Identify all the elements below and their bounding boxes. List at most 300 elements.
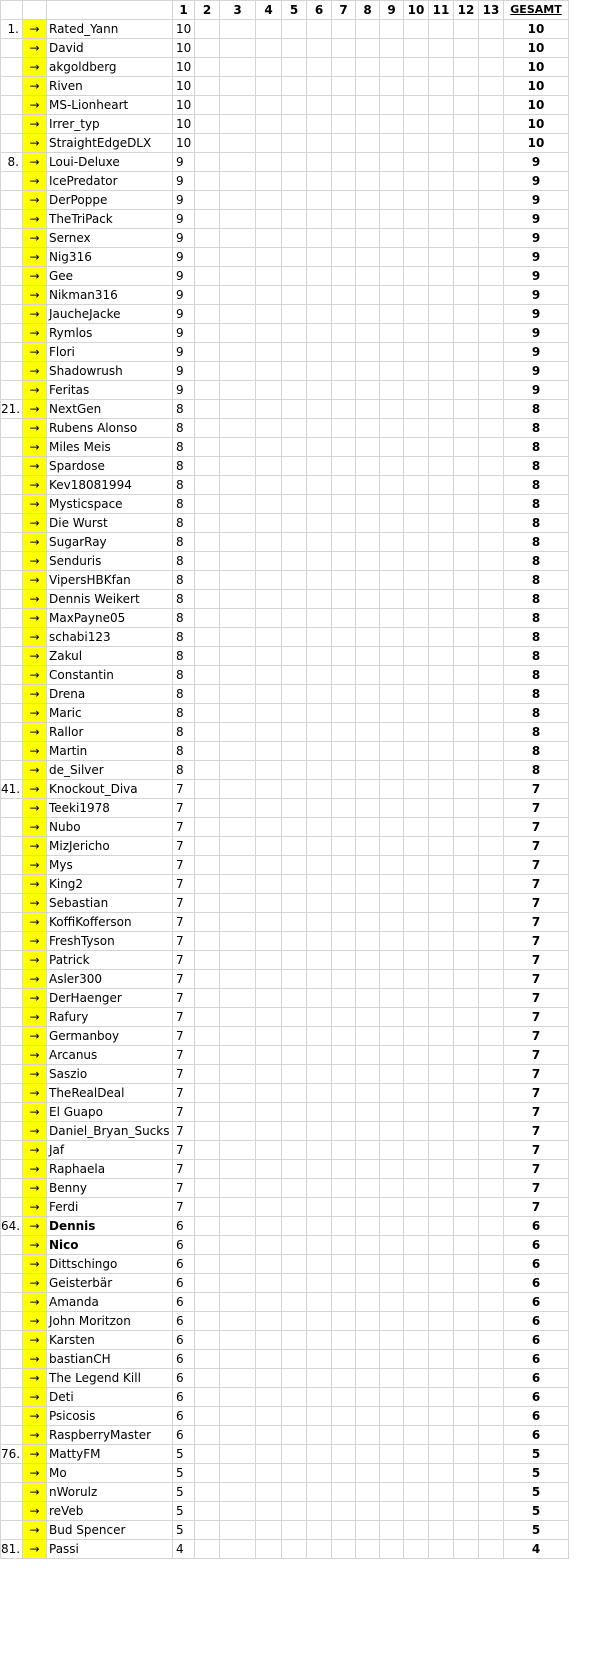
round-5-points-cell[interactable] bbox=[282, 20, 307, 39]
rank-cell[interactable] bbox=[1, 1521, 23, 1540]
round-11-points-cell[interactable] bbox=[429, 647, 454, 666]
round-2-points-cell[interactable] bbox=[195, 1008, 220, 1027]
round-4-points-cell[interactable] bbox=[256, 191, 282, 210]
round-8-points-cell[interactable] bbox=[356, 191, 380, 210]
total-points-cell[interactable]: 8 bbox=[504, 685, 569, 704]
round-4-points-cell[interactable] bbox=[256, 1483, 282, 1502]
rank-cell[interactable] bbox=[1, 172, 23, 191]
round-2-points-cell[interactable] bbox=[195, 951, 220, 970]
total-points-cell[interactable]: 7 bbox=[504, 932, 569, 951]
round-10-points-cell[interactable] bbox=[404, 229, 429, 248]
player-name-cell[interactable]: Drena bbox=[47, 685, 173, 704]
round-7-points-cell[interactable] bbox=[332, 305, 356, 324]
total-points-cell[interactable]: 5 bbox=[504, 1464, 569, 1483]
round-1-points-cell[interactable]: 6 bbox=[173, 1217, 195, 1236]
round-5-points-cell[interactable] bbox=[282, 172, 307, 191]
round-11-points-cell[interactable] bbox=[429, 818, 454, 837]
round-9-points-cell[interactable] bbox=[380, 476, 404, 495]
player-name-cell[interactable]: Mysticspace bbox=[47, 495, 173, 514]
rank-cell[interactable] bbox=[1, 1388, 23, 1407]
round-7-points-cell[interactable] bbox=[332, 1388, 356, 1407]
round-7-points-cell[interactable] bbox=[332, 1483, 356, 1502]
round-3-points-cell[interactable] bbox=[220, 571, 256, 590]
player-name-cell[interactable]: FreshTyson bbox=[47, 932, 173, 951]
round-2-points-cell[interactable] bbox=[195, 134, 220, 153]
round-12-points-cell[interactable] bbox=[454, 495, 479, 514]
round-4-points-cell[interactable] bbox=[256, 780, 282, 799]
round-12-points-cell[interactable] bbox=[454, 1274, 479, 1293]
round-6-points-cell[interactable] bbox=[307, 324, 332, 343]
round-8-points-cell[interactable] bbox=[356, 419, 380, 438]
round-6-points-cell[interactable] bbox=[307, 1046, 332, 1065]
round-4-points-cell[interactable] bbox=[256, 1331, 282, 1350]
round-8-points-cell[interactable] bbox=[356, 1198, 380, 1217]
round-4-points-cell[interactable] bbox=[256, 267, 282, 286]
round-10-points-cell[interactable] bbox=[404, 723, 429, 742]
round-5-points-cell[interactable] bbox=[282, 39, 307, 58]
round-1-points-cell[interactable]: 9 bbox=[173, 153, 195, 172]
rank-cell[interactable] bbox=[1, 419, 23, 438]
total-points-cell[interactable]: 4 bbox=[504, 1540, 569, 1559]
round-6-points-cell[interactable] bbox=[307, 571, 332, 590]
total-points-cell[interactable]: 9 bbox=[504, 153, 569, 172]
round-5-points-cell[interactable] bbox=[282, 1464, 307, 1483]
round-9-points-cell[interactable] bbox=[380, 1027, 404, 1046]
round-1-points-cell[interactable]: 7 bbox=[173, 1198, 195, 1217]
round-6-points-cell[interactable] bbox=[307, 552, 332, 571]
round-7-points-cell[interactable] bbox=[332, 514, 356, 533]
round-12-points-cell[interactable] bbox=[454, 1236, 479, 1255]
round-9-points-cell[interactable] bbox=[380, 153, 404, 172]
round-2-points-cell[interactable] bbox=[195, 343, 220, 362]
round-9-points-cell[interactable] bbox=[380, 362, 404, 381]
round-13-points-cell[interactable] bbox=[479, 1350, 504, 1369]
round-3-points-cell[interactable] bbox=[220, 39, 256, 58]
round-11-points-cell[interactable] bbox=[429, 666, 454, 685]
round-1-points-cell[interactable]: 6 bbox=[173, 1426, 195, 1445]
round-3-points-cell[interactable] bbox=[220, 1141, 256, 1160]
round-2-points-cell[interactable] bbox=[195, 210, 220, 229]
round-7-points-cell[interactable] bbox=[332, 1274, 356, 1293]
round-6-points-cell[interactable] bbox=[307, 1274, 332, 1293]
round-10-points-cell[interactable] bbox=[404, 1388, 429, 1407]
round-1-points-cell[interactable]: 9 bbox=[173, 286, 195, 305]
rank-cell[interactable] bbox=[1, 267, 23, 286]
rank-cell[interactable] bbox=[1, 590, 23, 609]
player-name-cell[interactable]: Shadowrush bbox=[47, 362, 173, 381]
rank-cell[interactable] bbox=[1, 39, 23, 58]
rank-cell[interactable]: 8. bbox=[1, 153, 23, 172]
round-5-points-cell[interactable] bbox=[282, 58, 307, 77]
round-13-points-cell[interactable] bbox=[479, 1008, 504, 1027]
round-3-points-cell[interactable] bbox=[220, 1464, 256, 1483]
round-4-points-cell[interactable] bbox=[256, 400, 282, 419]
total-points-cell[interactable]: 7 bbox=[504, 1008, 569, 1027]
round-7-points-cell[interactable] bbox=[332, 1122, 356, 1141]
round-4-points-cell[interactable] bbox=[256, 1540, 282, 1559]
round-6-points-cell[interactable] bbox=[307, 172, 332, 191]
rank-cell[interactable] bbox=[1, 1407, 23, 1426]
round-12-points-cell[interactable] bbox=[454, 628, 479, 647]
round-1-points-cell[interactable]: 5 bbox=[173, 1445, 195, 1464]
round-8-points-cell[interactable] bbox=[356, 1255, 380, 1274]
player-name-cell[interactable]: de_Silver bbox=[47, 761, 173, 780]
round-5-points-cell[interactable] bbox=[282, 1331, 307, 1350]
round-5-points-cell[interactable] bbox=[282, 1027, 307, 1046]
round-13-points-cell[interactable] bbox=[479, 20, 504, 39]
round-9-points-cell[interactable] bbox=[380, 172, 404, 191]
round-3-points-cell[interactable] bbox=[220, 533, 256, 552]
round-11-points-cell[interactable] bbox=[429, 799, 454, 818]
round-11-points-cell[interactable] bbox=[429, 1027, 454, 1046]
round-8-points-cell[interactable] bbox=[356, 818, 380, 837]
round-3-points-cell[interactable] bbox=[220, 818, 256, 837]
player-name-cell[interactable]: Benny bbox=[47, 1179, 173, 1198]
round-11-points-cell[interactable] bbox=[429, 153, 454, 172]
round-9-points-cell[interactable] bbox=[380, 761, 404, 780]
round-7-points-cell[interactable] bbox=[332, 20, 356, 39]
round-10-points-cell[interactable] bbox=[404, 761, 429, 780]
player-name-cell[interactable]: MaxPayne05 bbox=[47, 609, 173, 628]
round-5-points-cell[interactable] bbox=[282, 837, 307, 856]
round-12-points-cell[interactable] bbox=[454, 799, 479, 818]
round-8-points-cell[interactable] bbox=[356, 1084, 380, 1103]
round-5-points-cell[interactable] bbox=[282, 1217, 307, 1236]
round-11-points-cell[interactable] bbox=[429, 400, 454, 419]
round-2-points-cell[interactable] bbox=[195, 989, 220, 1008]
round-5-points-cell[interactable] bbox=[282, 1369, 307, 1388]
round-12-points-cell[interactable] bbox=[454, 723, 479, 742]
round-7-points-cell[interactable] bbox=[332, 647, 356, 666]
round-12-points-cell[interactable] bbox=[454, 1141, 479, 1160]
total-points-cell[interactable]: 8 bbox=[504, 704, 569, 723]
round-12-points-cell[interactable] bbox=[454, 381, 479, 400]
round-5-points-cell[interactable] bbox=[282, 799, 307, 818]
round-3-points-cell[interactable] bbox=[220, 1369, 256, 1388]
round-2-points-cell[interactable] bbox=[195, 1046, 220, 1065]
round-1-points-cell[interactable]: 10 bbox=[173, 115, 195, 134]
round-2-points-cell[interactable] bbox=[195, 837, 220, 856]
round-11-points-cell[interactable] bbox=[429, 1445, 454, 1464]
round-12-points-cell[interactable] bbox=[454, 229, 479, 248]
round-3-points-cell[interactable] bbox=[220, 1027, 256, 1046]
round-1-points-cell[interactable]: 8 bbox=[173, 514, 195, 533]
round-3-points-cell[interactable] bbox=[220, 685, 256, 704]
player-name-cell[interactable]: Raphaela bbox=[47, 1160, 173, 1179]
round-2-points-cell[interactable] bbox=[195, 39, 220, 58]
round-12-points-cell[interactable] bbox=[454, 39, 479, 58]
round-3-points-cell[interactable] bbox=[220, 514, 256, 533]
round-3-points-cell[interactable] bbox=[220, 1236, 256, 1255]
round-11-points-cell[interactable] bbox=[429, 362, 454, 381]
total-points-cell[interactable]: 9 bbox=[504, 191, 569, 210]
round-10-points-cell[interactable] bbox=[404, 58, 429, 77]
round-2-points-cell[interactable] bbox=[195, 400, 220, 419]
round-8-points-cell[interactable] bbox=[356, 913, 380, 932]
rank-cell[interactable] bbox=[1, 58, 23, 77]
round-3-points-cell[interactable] bbox=[220, 1312, 256, 1331]
round-3-points-cell[interactable] bbox=[220, 20, 256, 39]
rank-cell[interactable] bbox=[1, 571, 23, 590]
round-10-points-cell[interactable] bbox=[404, 77, 429, 96]
round-5-points-cell[interactable] bbox=[282, 1141, 307, 1160]
round-13-points-cell[interactable] bbox=[479, 1122, 504, 1141]
round-6-points-cell[interactable] bbox=[307, 1179, 332, 1198]
round-9-points-cell[interactable] bbox=[380, 305, 404, 324]
round-5-points-cell[interactable] bbox=[282, 362, 307, 381]
round-8-points-cell[interactable] bbox=[356, 590, 380, 609]
round-8-points-cell[interactable] bbox=[356, 172, 380, 191]
total-points-cell[interactable]: 8 bbox=[504, 514, 569, 533]
round-2-points-cell[interactable] bbox=[195, 1255, 220, 1274]
round-2-points-cell[interactable] bbox=[195, 932, 220, 951]
rank-cell[interactable] bbox=[1, 1369, 23, 1388]
round-9-points-cell[interactable] bbox=[380, 1369, 404, 1388]
round-2-points-cell[interactable] bbox=[195, 799, 220, 818]
round-2-points-cell[interactable] bbox=[195, 1540, 220, 1559]
player-name-cell[interactable]: Sebastian bbox=[47, 894, 173, 913]
round-10-points-cell[interactable] bbox=[404, 210, 429, 229]
rank-cell[interactable] bbox=[1, 1160, 23, 1179]
round-4-points-cell[interactable] bbox=[256, 115, 282, 134]
round-9-points-cell[interactable] bbox=[380, 894, 404, 913]
round-6-points-cell[interactable] bbox=[307, 1388, 332, 1407]
round-9-points-cell[interactable] bbox=[380, 210, 404, 229]
round-10-points-cell[interactable] bbox=[404, 1236, 429, 1255]
round-4-points-cell[interactable] bbox=[256, 970, 282, 989]
total-points-cell[interactable]: 6 bbox=[504, 1426, 569, 1445]
rank-cell[interactable] bbox=[1, 1426, 23, 1445]
round-7-points-cell[interactable] bbox=[332, 1065, 356, 1084]
round-7-points-cell[interactable] bbox=[332, 457, 356, 476]
round-10-points-cell[interactable] bbox=[404, 1312, 429, 1331]
round-8-points-cell[interactable] bbox=[356, 799, 380, 818]
total-points-cell[interactable]: 6 bbox=[504, 1255, 569, 1274]
round-13-points-cell[interactable] bbox=[479, 96, 504, 115]
round-11-points-cell[interactable] bbox=[429, 115, 454, 134]
round-12-points-cell[interactable] bbox=[454, 1464, 479, 1483]
round-10-points-cell[interactable] bbox=[404, 1407, 429, 1426]
round-3-points-cell[interactable] bbox=[220, 400, 256, 419]
round-2-points-cell[interactable] bbox=[195, 1103, 220, 1122]
round-7-points-cell[interactable] bbox=[332, 400, 356, 419]
round-5-points-cell[interactable] bbox=[282, 1521, 307, 1540]
round-5-points-cell[interactable] bbox=[282, 1103, 307, 1122]
round-6-points-cell[interactable] bbox=[307, 1521, 332, 1540]
round-10-points-cell[interactable] bbox=[404, 1483, 429, 1502]
round-12-points-cell[interactable] bbox=[454, 989, 479, 1008]
rank-cell[interactable] bbox=[1, 305, 23, 324]
round-7-points-cell[interactable] bbox=[332, 229, 356, 248]
round-2-points-cell[interactable] bbox=[195, 286, 220, 305]
total-points-cell[interactable]: 10 bbox=[504, 134, 569, 153]
round-4-points-cell[interactable] bbox=[256, 628, 282, 647]
round-11-points-cell[interactable] bbox=[429, 609, 454, 628]
round-13-points-cell[interactable] bbox=[479, 514, 504, 533]
round-9-points-cell[interactable] bbox=[380, 115, 404, 134]
round-10-points-cell[interactable] bbox=[404, 1008, 429, 1027]
rank-cell[interactable] bbox=[1, 818, 23, 837]
round-5-points-cell[interactable] bbox=[282, 343, 307, 362]
round-9-points-cell[interactable] bbox=[380, 932, 404, 951]
round-12-points-cell[interactable] bbox=[454, 1046, 479, 1065]
round-4-points-cell[interactable] bbox=[256, 704, 282, 723]
round-12-points-cell[interactable] bbox=[454, 1255, 479, 1274]
round-12-points-cell[interactable] bbox=[454, 476, 479, 495]
round-3-points-cell[interactable] bbox=[220, 1502, 256, 1521]
round-11-points-cell[interactable] bbox=[429, 628, 454, 647]
round-8-points-cell[interactable] bbox=[356, 381, 380, 400]
round-8-points-cell[interactable] bbox=[356, 1046, 380, 1065]
round-6-points-cell[interactable] bbox=[307, 1141, 332, 1160]
round-6-points-cell[interactable] bbox=[307, 628, 332, 647]
round-13-points-cell[interactable] bbox=[479, 134, 504, 153]
round-2-points-cell[interactable] bbox=[195, 172, 220, 191]
round-9-points-cell[interactable] bbox=[380, 191, 404, 210]
round-3-points-cell[interactable] bbox=[220, 780, 256, 799]
round-7-points-cell[interactable] bbox=[332, 1407, 356, 1426]
round-10-points-cell[interactable] bbox=[404, 1122, 429, 1141]
round-1-points-cell[interactable]: 10 bbox=[173, 58, 195, 77]
player-name-cell[interactable]: Patrick bbox=[47, 951, 173, 970]
rank-cell[interactable] bbox=[1, 1046, 23, 1065]
round-4-points-cell[interactable] bbox=[256, 1274, 282, 1293]
total-points-cell[interactable]: 9 bbox=[504, 248, 569, 267]
round-3-points-cell[interactable] bbox=[220, 932, 256, 951]
player-name-cell[interactable]: Deti bbox=[47, 1388, 173, 1407]
round-9-points-cell[interactable] bbox=[380, 1103, 404, 1122]
round-7-points-cell[interactable] bbox=[332, 932, 356, 951]
round-7-points-cell[interactable] bbox=[332, 210, 356, 229]
round-11-points-cell[interactable] bbox=[429, 856, 454, 875]
round-3-points-cell[interactable] bbox=[220, 1445, 256, 1464]
round-13-points-cell[interactable] bbox=[479, 362, 504, 381]
round-4-points-cell[interactable] bbox=[256, 856, 282, 875]
round-12-points-cell[interactable] bbox=[454, 324, 479, 343]
round-1-points-cell[interactable]: 9 bbox=[173, 343, 195, 362]
round-6-points-cell[interactable] bbox=[307, 20, 332, 39]
round-7-points-cell[interactable] bbox=[332, 571, 356, 590]
rank-cell[interactable] bbox=[1, 913, 23, 932]
round-1-points-cell[interactable]: 8 bbox=[173, 552, 195, 571]
round-11-points-cell[interactable] bbox=[429, 1084, 454, 1103]
round-12-points-cell[interactable] bbox=[454, 1122, 479, 1141]
round-11-points-cell[interactable] bbox=[429, 1236, 454, 1255]
round-3-points-cell[interactable] bbox=[220, 723, 256, 742]
round-13-points-cell[interactable] bbox=[479, 1426, 504, 1445]
total-points-cell[interactable]: 10 bbox=[504, 58, 569, 77]
round-7-points-cell[interactable] bbox=[332, 989, 356, 1008]
round-2-points-cell[interactable] bbox=[195, 780, 220, 799]
round-2-points-cell[interactable] bbox=[195, 191, 220, 210]
total-points-cell[interactable]: 5 bbox=[504, 1445, 569, 1464]
round-10-points-cell[interactable] bbox=[404, 381, 429, 400]
round-2-points-cell[interactable] bbox=[195, 1388, 220, 1407]
round-2-points-cell[interactable] bbox=[195, 1502, 220, 1521]
round-13-points-cell[interactable] bbox=[479, 723, 504, 742]
round-6-points-cell[interactable] bbox=[307, 1445, 332, 1464]
player-name-cell[interactable]: Ferdi bbox=[47, 1198, 173, 1217]
rank-cell[interactable] bbox=[1, 495, 23, 514]
round-5-points-cell[interactable] bbox=[282, 723, 307, 742]
round-2-points-cell[interactable] bbox=[195, 305, 220, 324]
round-3-points-cell[interactable] bbox=[220, 210, 256, 229]
total-points-cell[interactable]: 8 bbox=[504, 495, 569, 514]
round-5-points-cell[interactable] bbox=[282, 305, 307, 324]
round-4-points-cell[interactable] bbox=[256, 1046, 282, 1065]
round-1-points-cell[interactable]: 7 bbox=[173, 894, 195, 913]
player-name-cell[interactable]: Karsten bbox=[47, 1331, 173, 1350]
total-points-cell[interactable]: 8 bbox=[504, 723, 569, 742]
round-10-points-cell[interactable] bbox=[404, 1521, 429, 1540]
round-9-points-cell[interactable] bbox=[380, 39, 404, 58]
total-points-cell[interactable]: 6 bbox=[504, 1388, 569, 1407]
rank-cell[interactable] bbox=[1, 229, 23, 248]
round-8-points-cell[interactable] bbox=[356, 1331, 380, 1350]
round-4-points-cell[interactable] bbox=[256, 210, 282, 229]
round-10-points-cell[interactable] bbox=[404, 951, 429, 970]
round-3-points-cell[interactable] bbox=[220, 609, 256, 628]
round-12-points-cell[interactable] bbox=[454, 742, 479, 761]
round-9-points-cell[interactable] bbox=[380, 1008, 404, 1027]
round-12-points-cell[interactable] bbox=[454, 913, 479, 932]
round-13-points-cell[interactable] bbox=[479, 476, 504, 495]
round-1-points-cell[interactable]: 9 bbox=[173, 324, 195, 343]
round-11-points-cell[interactable] bbox=[429, 1426, 454, 1445]
round-6-points-cell[interactable] bbox=[307, 856, 332, 875]
round-10-points-cell[interactable] bbox=[404, 647, 429, 666]
round-11-points-cell[interactable] bbox=[429, 913, 454, 932]
round-5-points-cell[interactable] bbox=[282, 628, 307, 647]
rank-cell[interactable] bbox=[1, 1502, 23, 1521]
round-8-points-cell[interactable] bbox=[356, 495, 380, 514]
round-5-points-cell[interactable] bbox=[282, 1540, 307, 1559]
player-name-cell[interactable]: MattyFM bbox=[47, 1445, 173, 1464]
round-10-points-cell[interactable] bbox=[404, 20, 429, 39]
round-9-points-cell[interactable] bbox=[380, 1084, 404, 1103]
round-9-points-cell[interactable] bbox=[380, 1388, 404, 1407]
round-6-points-cell[interactable] bbox=[307, 1103, 332, 1122]
round-9-points-cell[interactable] bbox=[380, 1483, 404, 1502]
round-9-points-cell[interactable] bbox=[380, 647, 404, 666]
round-4-points-cell[interactable] bbox=[256, 894, 282, 913]
round-11-points-cell[interactable] bbox=[429, 894, 454, 913]
round-2-points-cell[interactable] bbox=[195, 894, 220, 913]
player-name-cell[interactable]: VipersHBKfan bbox=[47, 571, 173, 590]
player-name-cell[interactable]: IcePredator bbox=[47, 172, 173, 191]
round-12-points-cell[interactable] bbox=[454, 267, 479, 286]
round-13-points-cell[interactable] bbox=[479, 77, 504, 96]
round-11-points-cell[interactable] bbox=[429, 476, 454, 495]
total-points-cell[interactable]: 7 bbox=[504, 1103, 569, 1122]
round-8-points-cell[interactable] bbox=[356, 609, 380, 628]
round-10-points-cell[interactable] bbox=[404, 1217, 429, 1236]
round-2-points-cell[interactable] bbox=[195, 58, 220, 77]
round-8-points-cell[interactable] bbox=[356, 305, 380, 324]
round-2-points-cell[interactable] bbox=[195, 1198, 220, 1217]
round-10-points-cell[interactable] bbox=[404, 875, 429, 894]
round-12-points-cell[interactable] bbox=[454, 1198, 479, 1217]
round-11-points-cell[interactable] bbox=[429, 343, 454, 362]
round-5-points-cell[interactable] bbox=[282, 134, 307, 153]
round-4-points-cell[interactable] bbox=[256, 1293, 282, 1312]
player-name-cell[interactable]: Rymlos bbox=[47, 324, 173, 343]
total-points-cell[interactable]: 8 bbox=[504, 742, 569, 761]
rank-cell[interactable] bbox=[1, 1312, 23, 1331]
round-3-points-cell[interactable] bbox=[220, 856, 256, 875]
round-4-points-cell[interactable] bbox=[256, 818, 282, 837]
round-11-points-cell[interactable] bbox=[429, 58, 454, 77]
